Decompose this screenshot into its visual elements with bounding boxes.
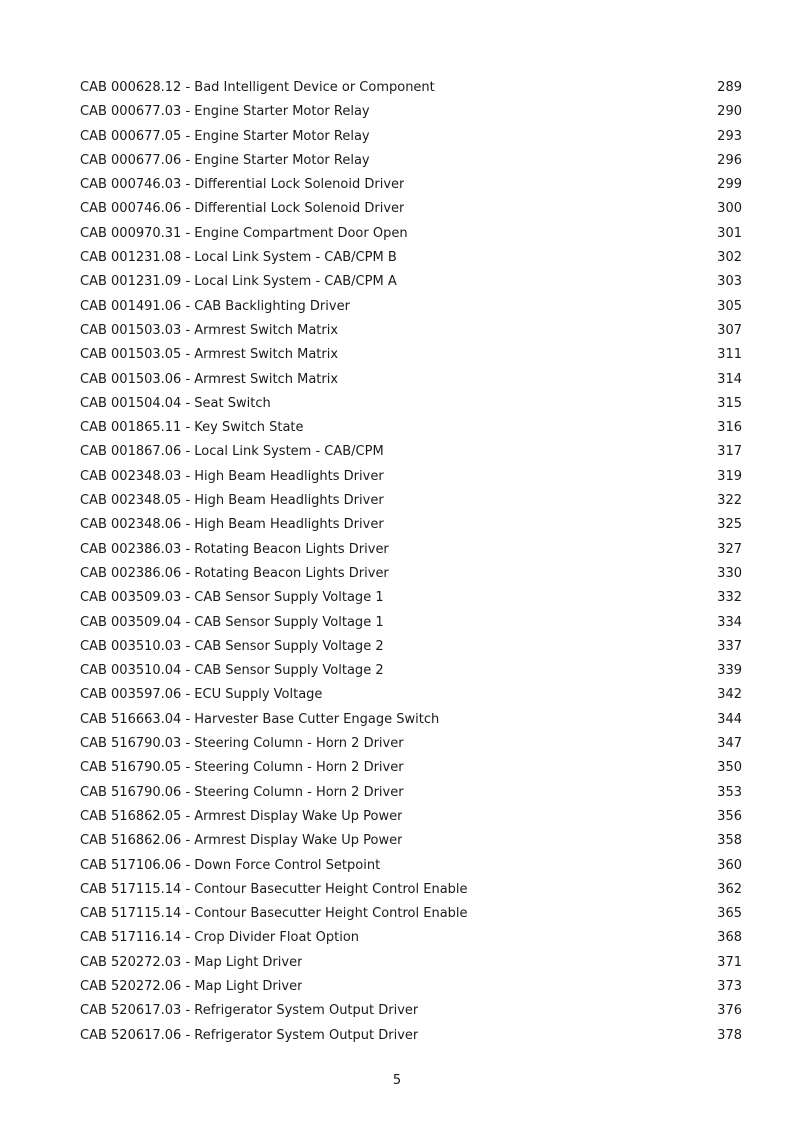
toc-entry-title: CAB 001503.05 - Armrest Switch Matrix bbox=[80, 347, 339, 363]
page-number: 5 bbox=[392, 1073, 402, 1088]
toc-entry-page: 371 bbox=[717, 954, 742, 970]
toc-entry[interactable] bbox=[80, 635, 742, 659]
toc-entry[interactable] bbox=[80, 708, 742, 732]
toc-entry-page: 302 bbox=[717, 250, 742, 266]
toc-entry[interactable] bbox=[80, 465, 742, 489]
toc-entry[interactable] bbox=[80, 926, 742, 950]
toc-entry[interactable] bbox=[80, 368, 742, 392]
toc-entry-page: 311 bbox=[717, 347, 742, 363]
toc-entry[interactable] bbox=[80, 538, 742, 562]
toc-entry[interactable] bbox=[80, 319, 742, 343]
toc-entry-page: 293 bbox=[717, 128, 742, 144]
toc-entry-page: 356 bbox=[717, 808, 742, 824]
toc-entry[interactable] bbox=[80, 659, 742, 683]
toc-entry[interactable] bbox=[80, 173, 742, 197]
toc-entry-page: 289 bbox=[717, 80, 742, 95]
toc-entry-title: CAB 000628.12 - Bad Intelligent Device or Component bbox=[80, 80, 435, 95]
toc-entry-page: 290 bbox=[717, 104, 742, 120]
toc-entry[interactable] bbox=[80, 1024, 742, 1048]
toc-entry[interactable] bbox=[80, 878, 742, 902]
toc-entry-title: CAB 001865.11 - Key Switch State bbox=[80, 420, 304, 436]
toc-entry-title: CAB 000677.03 - Engine Starter Motor Relay bbox=[80, 104, 370, 120]
toc-entry-page: 368 bbox=[717, 930, 742, 946]
toc-entry-page: 360 bbox=[717, 857, 742, 873]
toc-entry-title: CAB 517106.06 - Down Force Control Setpoint bbox=[80, 857, 381, 873]
toc-entry-title: CAB 520272.06 - Map Light Driver bbox=[80, 978, 303, 994]
toc-entry-page: 325 bbox=[717, 517, 742, 533]
toc-entry-title: CAB 002386.06 - Rotating Beacon Lights Driver bbox=[80, 565, 389, 581]
toc-entry[interactable] bbox=[80, 416, 742, 440]
toc-entry-title: CAB 003509.04 - CAB Sensor Supply Voltage 1 bbox=[80, 614, 384, 630]
toc-entry-title: CAB 517115.14 - Contour Basecutter Height Control Enable bbox=[80, 881, 468, 897]
toc-entry[interactable] bbox=[80, 125, 742, 149]
toc-entry-page: 301 bbox=[717, 225, 742, 241]
toc-entry-page: 353 bbox=[717, 784, 742, 800]
toc-entry-page: 332 bbox=[717, 590, 742, 606]
toc-entry-title: CAB 516663.04 - Harvester Base Cutter Engage Switch bbox=[80, 711, 440, 727]
toc-entry-page: 315 bbox=[717, 395, 742, 411]
toc-entry-title: CAB 003597.06 - ECU Supply Voltage bbox=[80, 687, 323, 703]
toc-entry[interactable] bbox=[80, 999, 742, 1023]
toc-entry-title: CAB 516862.06 - Armrest Display Wake Up Power bbox=[80, 833, 403, 849]
toc-entry-title: CAB 001867.06 - Local Link System - CAB/CPM bbox=[80, 444, 384, 460]
toc-entry-page: 322 bbox=[717, 493, 742, 509]
toc-entry-title: CAB 002348.03 - High Beam Headlights Driver bbox=[80, 468, 384, 484]
toc-entry-page: 339 bbox=[717, 663, 742, 679]
toc-entry-title: CAB 520617.06 - Refrigerator System Output Driver bbox=[80, 1027, 419, 1043]
toc-entry[interactable] bbox=[80, 902, 742, 926]
toc-entry-title: CAB 003509.03 - CAB Sensor Supply Voltage 1 bbox=[80, 590, 384, 606]
toc-entry[interactable] bbox=[80, 392, 742, 416]
toc-entry-title: CAB 001491.06 - CAB Backlighting Driver bbox=[80, 298, 350, 314]
toc-entry[interactable] bbox=[80, 197, 742, 221]
toc-entry-title: CAB 520272.03 - Map Light Driver bbox=[80, 954, 303, 970]
toc-entry[interactable] bbox=[80, 513, 742, 537]
toc-entry[interactable] bbox=[80, 562, 742, 586]
toc-entry-title: CAB 001503.06 - Armrest Switch Matrix bbox=[80, 371, 339, 387]
toc-entry[interactable] bbox=[80, 756, 742, 780]
toc-entry-title: CAB 517115.14 - Contour Basecutter Height Control Enable bbox=[80, 906, 468, 922]
toc-entry[interactable] bbox=[80, 76, 742, 100]
toc-entry-page: 319 bbox=[717, 468, 742, 484]
toc-entry-page: 376 bbox=[717, 1003, 742, 1019]
toc-entry-page: 358 bbox=[717, 833, 742, 849]
toc-entry[interactable] bbox=[80, 781, 742, 805]
toc-entry[interactable] bbox=[80, 805, 742, 829]
toc-entry[interactable] bbox=[80, 732, 742, 756]
toc-entry-title: CAB 520617.03 - Refrigerator System Output Driver bbox=[80, 1003, 419, 1019]
toc-entry-page: 330 bbox=[717, 565, 742, 581]
toc-entry[interactable] bbox=[80, 295, 742, 319]
toc-entry-title: CAB 516790.05 - Steering Column - Horn 2 Driver bbox=[80, 760, 404, 776]
toc-entry-page: 305 bbox=[717, 298, 742, 314]
toc-entry-page: 350 bbox=[717, 760, 742, 776]
toc-entry[interactable] bbox=[80, 440, 742, 464]
toc-entry-page: 342 bbox=[717, 687, 742, 703]
table-of-contents bbox=[80, 76, 742, 1048]
toc-entry[interactable] bbox=[80, 829, 742, 853]
toc-entry-title: CAB 002348.05 - High Beam Headlights Driver bbox=[80, 493, 384, 509]
toc-entry-title: CAB 000677.06 - Engine Starter Motor Relay bbox=[80, 152, 370, 168]
toc-entry[interactable] bbox=[80, 100, 742, 124]
toc-entry-title: CAB 002386.03 - Rotating Beacon Lights Driver bbox=[80, 541, 389, 557]
toc-entry[interactable] bbox=[80, 683, 742, 707]
toc-entry-title: CAB 517116.14 - Crop Divider Float Option bbox=[80, 930, 360, 946]
toc-entry-title: CAB 001503.03 - Armrest Switch Matrix bbox=[80, 322, 339, 338]
toc-entry[interactable] bbox=[80, 270, 742, 294]
toc-entry[interactable] bbox=[80, 149, 742, 173]
toc-entry-title: CAB 516790.06 - Steering Column - Horn 2 Driver bbox=[80, 784, 404, 800]
toc-entry[interactable] bbox=[80, 586, 742, 610]
toc-entry-title: CAB 000746.06 - Differential Lock Solenoid Driver bbox=[80, 201, 405, 217]
toc-entry-title: CAB 516862.05 - Armrest Display Wake Up Power bbox=[80, 808, 403, 824]
toc-entry-title: CAB 516790.03 - Steering Column - Horn 2 Driver bbox=[80, 736, 404, 752]
toc-entry-page: 300 bbox=[717, 201, 742, 217]
toc-entry-page: 299 bbox=[717, 177, 742, 193]
toc-entry-title: CAB 001231.09 - Local Link System - CAB/CPM A bbox=[80, 274, 397, 290]
toc-entry-title: CAB 000746.03 - Differential Lock Solenoid Driver bbox=[80, 177, 405, 193]
toc-entry-title: CAB 000970.31 - Engine Compartment Door Open bbox=[80, 225, 408, 241]
toc-entry[interactable] bbox=[80, 343, 742, 367]
toc-entry-page: 296 bbox=[717, 152, 742, 168]
toc-entry-page: 373 bbox=[717, 978, 742, 994]
toc-entry-page: 347 bbox=[717, 736, 742, 752]
toc-entry-page: 362 bbox=[717, 881, 742, 897]
toc-entry-title: CAB 002348.06 - High Beam Headlights Driver bbox=[80, 517, 384, 533]
toc-entry-title: CAB 003510.03 - CAB Sensor Supply Voltage 2 bbox=[80, 638, 384, 654]
toc-entry-page: 316 bbox=[717, 420, 742, 436]
toc-entry-page: 307 bbox=[717, 322, 742, 338]
toc-entry-page: 317 bbox=[717, 444, 742, 460]
toc-entry-page: 303 bbox=[717, 274, 742, 290]
toc-entry-page: 327 bbox=[717, 541, 742, 557]
toc-entry[interactable] bbox=[80, 222, 742, 246]
toc-entry-title: CAB 003510.04 - CAB Sensor Supply Voltage 2 bbox=[80, 663, 384, 679]
toc-entry-page: 334 bbox=[717, 614, 742, 630]
toc-entry[interactable] bbox=[80, 975, 742, 999]
toc-entry-title: CAB 000677.05 - Engine Starter Motor Relay bbox=[80, 128, 370, 144]
toc-entry-page: 378 bbox=[717, 1027, 742, 1043]
toc-entry-page: 314 bbox=[717, 371, 742, 387]
toc-entry[interactable] bbox=[80, 489, 742, 513]
toc-entry[interactable] bbox=[80, 854, 742, 878]
toc-entry-title: CAB 001504.04 - Seat Switch bbox=[80, 395, 271, 411]
toc-entry[interactable] bbox=[80, 611, 742, 635]
toc-entry-page: 344 bbox=[717, 711, 742, 727]
toc-entry-title: CAB 001231.08 - Local Link System - CAB/CPM B bbox=[80, 250, 397, 266]
toc-entry-page: 365 bbox=[717, 906, 742, 922]
toc-entry[interactable] bbox=[80, 246, 742, 270]
toc-entry-page: 337 bbox=[717, 638, 742, 654]
toc-entry[interactable] bbox=[80, 951, 742, 975]
